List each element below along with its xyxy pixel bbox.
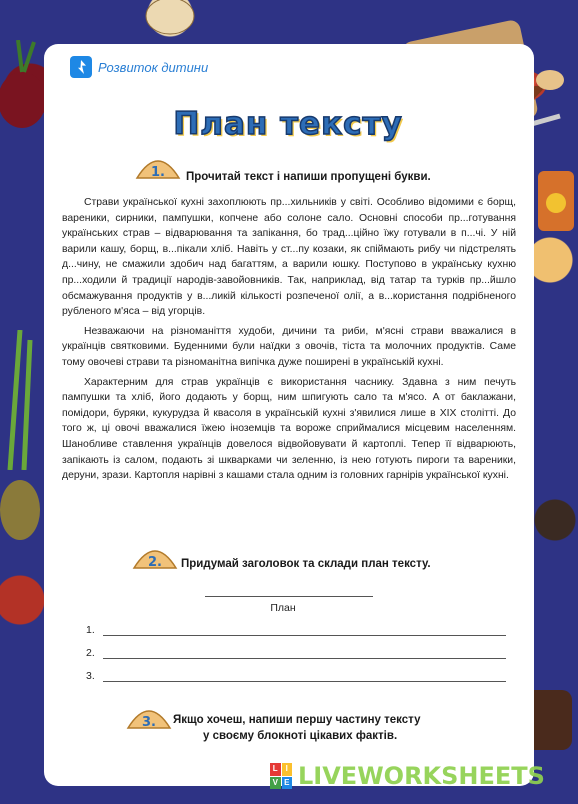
jar-illustration bbox=[534, 165, 578, 235]
page-title: План тексту bbox=[173, 106, 403, 142]
plan-item-1-line[interactable] bbox=[103, 625, 506, 636]
reading-text bbox=[62, 195, 516, 488]
plan-item-2[interactable] bbox=[86, 647, 506, 659]
liveworksheets-logo-icon: L I V E bbox=[270, 763, 292, 789]
plan-item-2-number: 2. bbox=[86, 647, 95, 659]
task-1-instruction: Прочитай текст і напиши пропущені букви. bbox=[186, 171, 431, 183]
plan-label: План bbox=[270, 602, 296, 614]
heading-answer-line[interactable] bbox=[205, 596, 373, 597]
usage-notice: Комерційне використання та тиражування заборонено. bbox=[70, 779, 224, 785]
plan-item-3-number: 3. bbox=[86, 670, 95, 682]
plan-item-1-number: 1. bbox=[86, 624, 95, 636]
task-2-instruction: Придумай заголовок та склади план тексту. bbox=[181, 558, 431, 570]
liveworksheets-watermark[interactable] bbox=[270, 762, 545, 790]
task-3-instruction-line-2: у своєму блокноті цікавих фактів. bbox=[203, 730, 398, 742]
copyright-text: Copyright childdevelop.com.ua bbox=[70, 770, 167, 777]
beet-illustration bbox=[0, 40, 50, 160]
herbs-illustration bbox=[0, 330, 44, 470]
paragraph-2: Незважаючи на різноманіття худоби, дичини та риби, м'ясні страви вважалися в українців святковими. Буденними були наїдки з овочів, тіста та молочних продуктів. Саме тому овочеві страви та різноманітна випічка дуже поширені в українській кухні. bbox=[62, 325, 516, 368]
plan-item-3[interactable] bbox=[86, 670, 506, 682]
fish-illustration bbox=[0, 475, 44, 545]
liveworksheets-text: LIVEWORKSHEETS bbox=[298, 762, 545, 790]
plan-item-1[interactable] bbox=[86, 624, 506, 636]
plan-item-2-line[interactable] bbox=[103, 648, 506, 659]
onion-illustration bbox=[140, 0, 200, 40]
dumpling-icon-2 bbox=[130, 542, 180, 572]
task-3-instruction-line-1: Якщо хочеш, напиши першу частину тексту bbox=[173, 714, 421, 726]
plan-item-3-line[interactable] bbox=[103, 671, 506, 682]
task-2-number: 2. bbox=[148, 555, 162, 570]
copyright-footer bbox=[70, 770, 224, 786]
task-3-number: 3. bbox=[142, 715, 156, 730]
dumpling-icon-1 bbox=[133, 152, 183, 182]
dumpling-icon-3 bbox=[124, 702, 174, 732]
task-1-number: 1. bbox=[151, 165, 165, 180]
paragraph-3: Характерним для страв українців є використання часнику. Здавна з ним печуть пампушки та хліб, його додають у борщ, ним шпигують сало та м'ясо. А от баклажани, помідори, буряки, кукурудза й квасоля в українській кухні з'явилися лише в XIX столітті. До того ж, ці овочі вважалися їжею іноземців та вороже сприймалися місцевим населенням. Шанобливе ставлення українців довелося відвойовувати й картоплі. Тепер її відварюють, запікають із салом, подають зі шкварками чи зеленню, із нею готують пироги та вареники, деруни, зрази. Картопля нарівні з кашами стала одним із головних гарнірів української кухні. bbox=[62, 376, 516, 482]
brand-logo-icon bbox=[70, 56, 92, 78]
brand-logo[interactable] bbox=[70, 56, 208, 78]
brand-logo-text: Розвиток дитини bbox=[98, 59, 209, 75]
paragraph-1: Страви української кухні захоплюють пр...хильників у світі. Особливо відомими є борщ, вареники, сирники, пампушки, копчене або солоне сало. Основні способи пр...готування українських страв – відварювання та запікання, бо трад...ційно їжу готували в п...чі. У ній варили кашу, борщ, в...пікали хліб. Навіть у ст...пу козаки, як спіймають рибу чи підстрелять д...чину, не смажили здобич над багаттям, а варили юшку. Поступово в українську кухню пр...ходили й традиції народів-завойовників. Так, наприклад, від татар та турків пр...йшло обсмажування продуктів у в...ликій кількості розпеченої олії, а в...користання подрібненого рубленого м'яса – від угорців. bbox=[62, 197, 516, 318]
